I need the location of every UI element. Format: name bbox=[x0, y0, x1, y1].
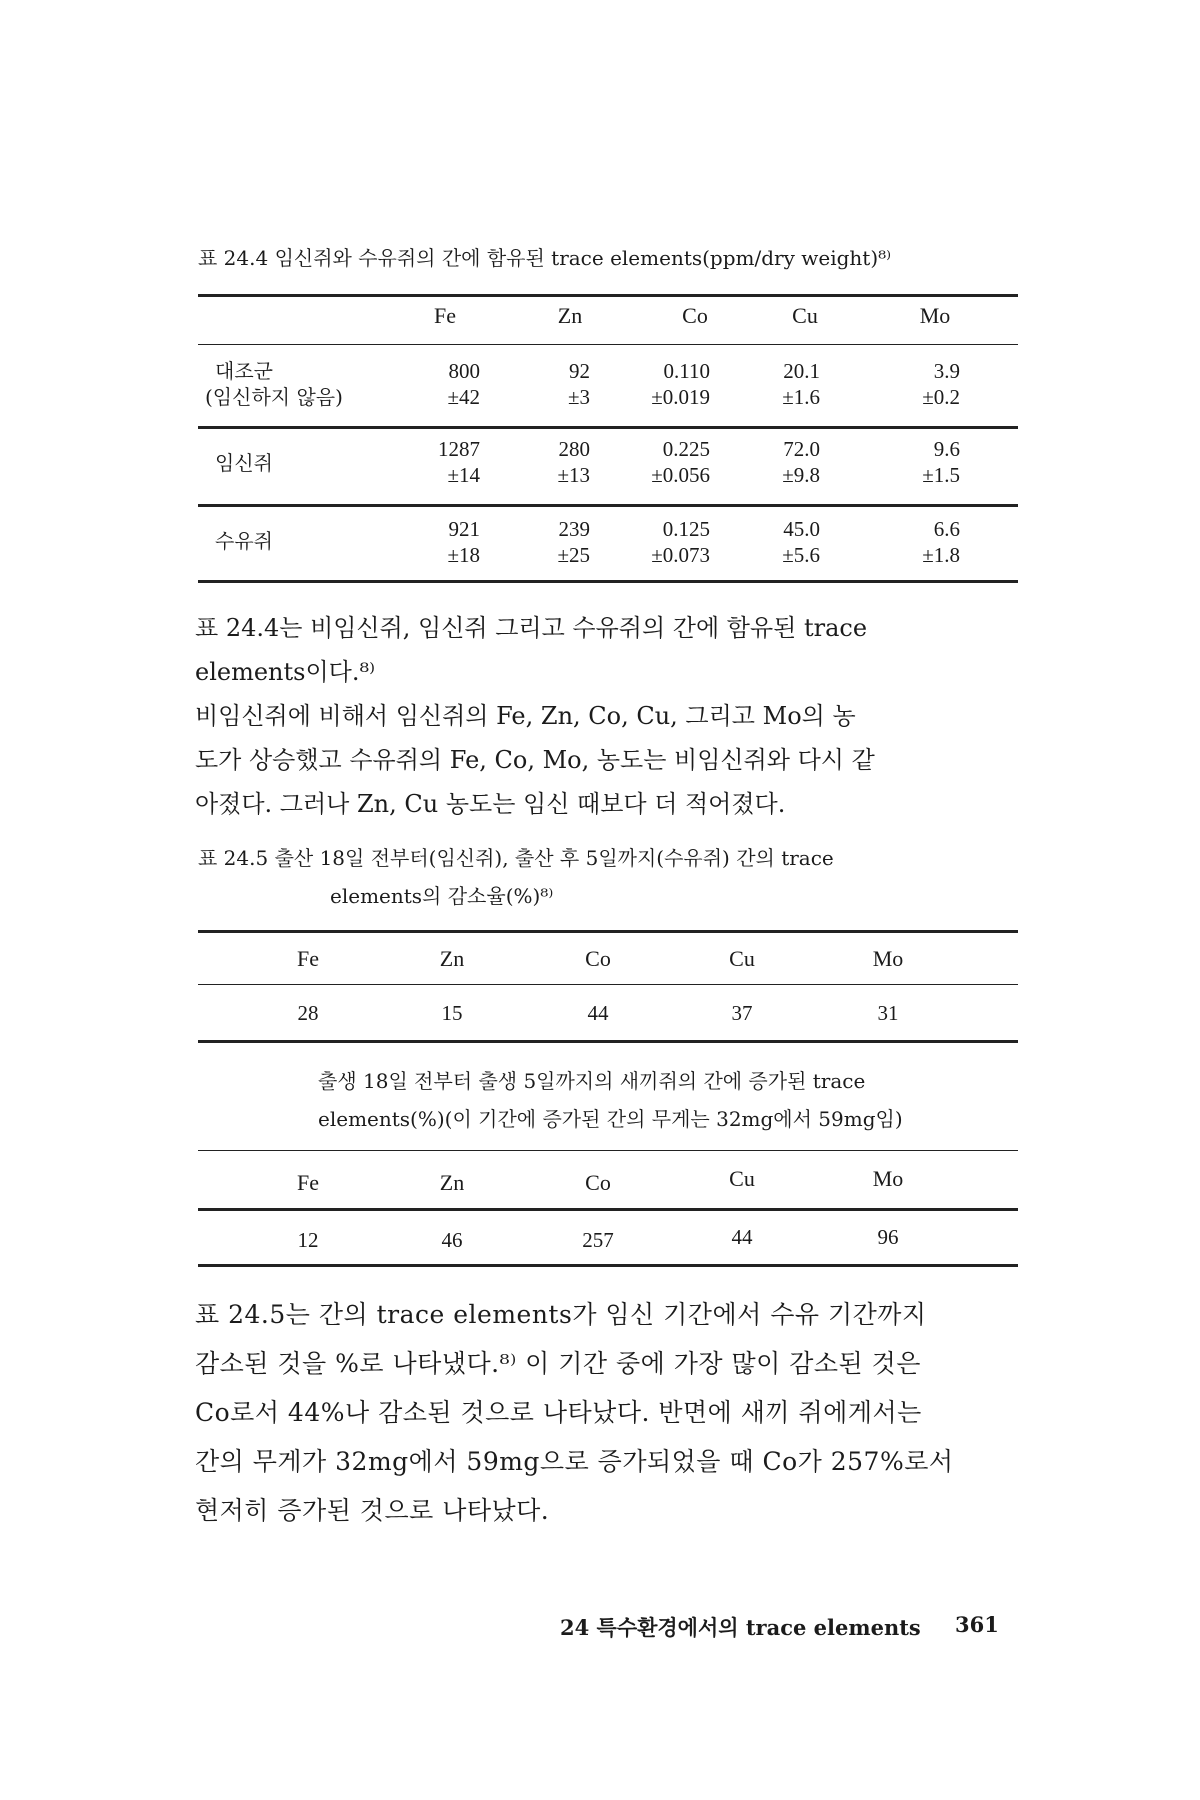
paragraph-1-line: 아졌다. 그러나 Zn, Cu 농도는 임신 때보다 더 적어졌다. bbox=[195, 790, 786, 818]
table2-val-zn: 15 bbox=[441, 1001, 463, 1025]
table3-val-mo: 96 bbox=[877, 1225, 899, 1249]
paragraph-2-line: Co로서 44%나 감소된 것으로 나타났다. 반면에 새끼 쥐에게서는 bbox=[195, 1398, 922, 1427]
table2-top-rule bbox=[198, 930, 1018, 933]
table1-r2-mo: 9.6 bbox=[933, 437, 960, 461]
table1-r3-cu: 45.0 bbox=[783, 517, 820, 541]
table2-header-rule bbox=[198, 984, 1018, 985]
table3-col-mo: Mo bbox=[872, 1166, 904, 1191]
table2-col-fe: Fe bbox=[297, 946, 319, 971]
paragraph-2-line: 현저히 증가된 것으로 나타났다. bbox=[195, 1496, 550, 1525]
table1-r2-co: 0.225 bbox=[662, 437, 710, 461]
table1-bottom-rule bbox=[198, 580, 1018, 583]
table2-col-cu: Cu bbox=[729, 946, 755, 971]
table3-bottom-rule bbox=[198, 1264, 1018, 1267]
table3-caption-line2: elements(%)(이 기간에 증가된 간의 무게는 32mg에서 59mg임) bbox=[318, 1107, 903, 1131]
table3-val-fe: 12 bbox=[297, 1228, 319, 1252]
paragraph-1 bbox=[195, 606, 875, 826]
table1-r3-zn: 239 bbox=[558, 517, 590, 541]
table2-val-co: 44 bbox=[587, 1001, 609, 1025]
table3-col-fe: Fe bbox=[297, 1170, 319, 1195]
paragraph-2-line: 감소된 것을 %로 나타냈다.⁸⁾ 이 기간 중에 가장 많이 감소된 것은 bbox=[195, 1349, 921, 1378]
table1-row2-rule bbox=[198, 504, 1018, 507]
table1-col-cu: Cu bbox=[792, 303, 818, 328]
table1-r2-fe: 1287 bbox=[438, 437, 480, 461]
table1-r1-fe-err: ±42 bbox=[447, 385, 480, 409]
table1-r2-co-err: ±0.056 bbox=[651, 463, 710, 487]
table1-r2-zn-err: ±13 bbox=[557, 463, 590, 487]
table2-val-mo: 31 bbox=[877, 1001, 899, 1025]
paragraph-2-line: 표 24.5는 간의 trace elements가 임신 기간에서 수유 기간까지 bbox=[195, 1300, 927, 1329]
table1-r3-cu-err: ±5.6 bbox=[782, 543, 820, 567]
table1-row2-label: 임신쥐 bbox=[215, 451, 273, 475]
table1-r1-mo: 3.9 bbox=[933, 359, 960, 383]
paragraph-1-line: 비임신쥐에 비해서 임신쥐의 Fe, Zn, Co, Cu, 그리고 Mo의 농 bbox=[195, 702, 856, 730]
paragraph-1-line: elements이다.⁸⁾ bbox=[195, 658, 375, 686]
table1-r1-cu: 20.1 bbox=[783, 359, 820, 383]
table3-caption-line1: 출생 18일 전부터 출생 5일까지의 새끼쥐의 간에 증가된 trace bbox=[318, 1069, 866, 1093]
table1-row1-rule bbox=[198, 426, 1018, 429]
table3-col-cu: Cu bbox=[729, 1166, 755, 1191]
table1-row3-label: 수유쥐 bbox=[215, 529, 273, 553]
table1-r1-zn: 92 bbox=[569, 359, 590, 383]
table1-col-mo: Mo bbox=[919, 303, 951, 328]
paragraph-2-line: 간의 무게가 32mg에서 59mg으로 증가되었을 때 Co가 257%로서 bbox=[195, 1447, 954, 1476]
page-number: 361 bbox=[955, 1612, 999, 1637]
table1-r1-fe: 800 bbox=[448, 359, 480, 383]
table2-caption-line1: 표 24.5 출산 18일 전부터(임신쥐), 출산 후 5일까지(수유쥐) 간의 trace bbox=[198, 846, 834, 870]
table1-r3-mo: 6.6 bbox=[933, 517, 960, 541]
table3-val-cu: 44 bbox=[731, 1225, 753, 1249]
table1-r1-co: 0.110 bbox=[663, 359, 710, 383]
table2-col-co: Co bbox=[585, 946, 611, 971]
table3-top-rule bbox=[198, 1150, 1018, 1151]
table1-col-zn: Zn bbox=[557, 303, 583, 328]
table1-row1-label: 대조군 bbox=[215, 359, 273, 383]
table3-col-co: Co bbox=[585, 1170, 611, 1195]
table1-r2-fe-err: ±14 bbox=[447, 463, 480, 487]
table1-caption: 표 24.4 임신쥐와 수유쥐의 간에 함유된 trace elements(ppm/dry weight)⁸⁾ bbox=[198, 246, 892, 270]
table1-r3-co-err: ±0.073 bbox=[651, 543, 710, 567]
table1-r1-cu-err: ±1.6 bbox=[782, 385, 820, 409]
paragraph-1-line: 표 24.4는 비임신쥐, 임신쥐 그리고 수유쥐의 간에 함유된 trace bbox=[195, 614, 868, 642]
table1-r2-zn: 280 bbox=[558, 437, 590, 461]
table3-val-zn: 46 bbox=[441, 1228, 463, 1252]
table1-r1-co-err: ±0.019 bbox=[651, 385, 710, 409]
table2-col-mo: Mo bbox=[872, 946, 904, 971]
table1-r2-mo-err: ±1.5 bbox=[922, 463, 960, 487]
table1-r3-co: 0.125 bbox=[662, 517, 710, 541]
table1-r3-mo-err: ±1.8 bbox=[922, 543, 960, 567]
table2-col-zn: Zn bbox=[439, 946, 465, 971]
table1-top-rule bbox=[198, 294, 1018, 297]
table1-header-rule bbox=[198, 344, 1018, 345]
table1-r3-fe: 921 bbox=[448, 517, 480, 541]
table1-r3-fe-err: ±18 bbox=[447, 543, 480, 567]
table2-bottom-rule bbox=[198, 1040, 1018, 1043]
table1-r2-cu: 72.0 bbox=[783, 437, 820, 461]
table3-val-co: 257 bbox=[582, 1228, 614, 1252]
table2-caption-line2: elements의 감소율(%)⁸⁾ bbox=[330, 884, 554, 908]
table1-row1-sublabel: (임신하지 않음) bbox=[205, 385, 343, 409]
table1-r1-zn-err: ±3 bbox=[567, 385, 590, 409]
paragraph-1-line: 도가 상승했고 수유쥐의 Fe, Co, Mo, 농도는 비임신쥐와 다시 같 bbox=[195, 746, 875, 774]
table1-r2-cu-err: ±9.8 bbox=[782, 463, 820, 487]
table1-r1-mo-err: ±0.2 bbox=[922, 385, 960, 409]
table3-col-zn: Zn bbox=[439, 1170, 465, 1195]
table2-val-fe: 28 bbox=[297, 1001, 319, 1025]
table1-col-co: Co bbox=[682, 303, 708, 328]
table1-col-fe: Fe bbox=[434, 303, 456, 328]
table3-header-rule bbox=[198, 1208, 1018, 1211]
table2-val-cu: 37 bbox=[731, 1001, 753, 1025]
table1-r3-zn-err: ±25 bbox=[557, 543, 590, 567]
running-title: 24 특수환경에서의 trace elements bbox=[560, 1615, 921, 1640]
paragraph-2 bbox=[195, 1290, 954, 1535]
